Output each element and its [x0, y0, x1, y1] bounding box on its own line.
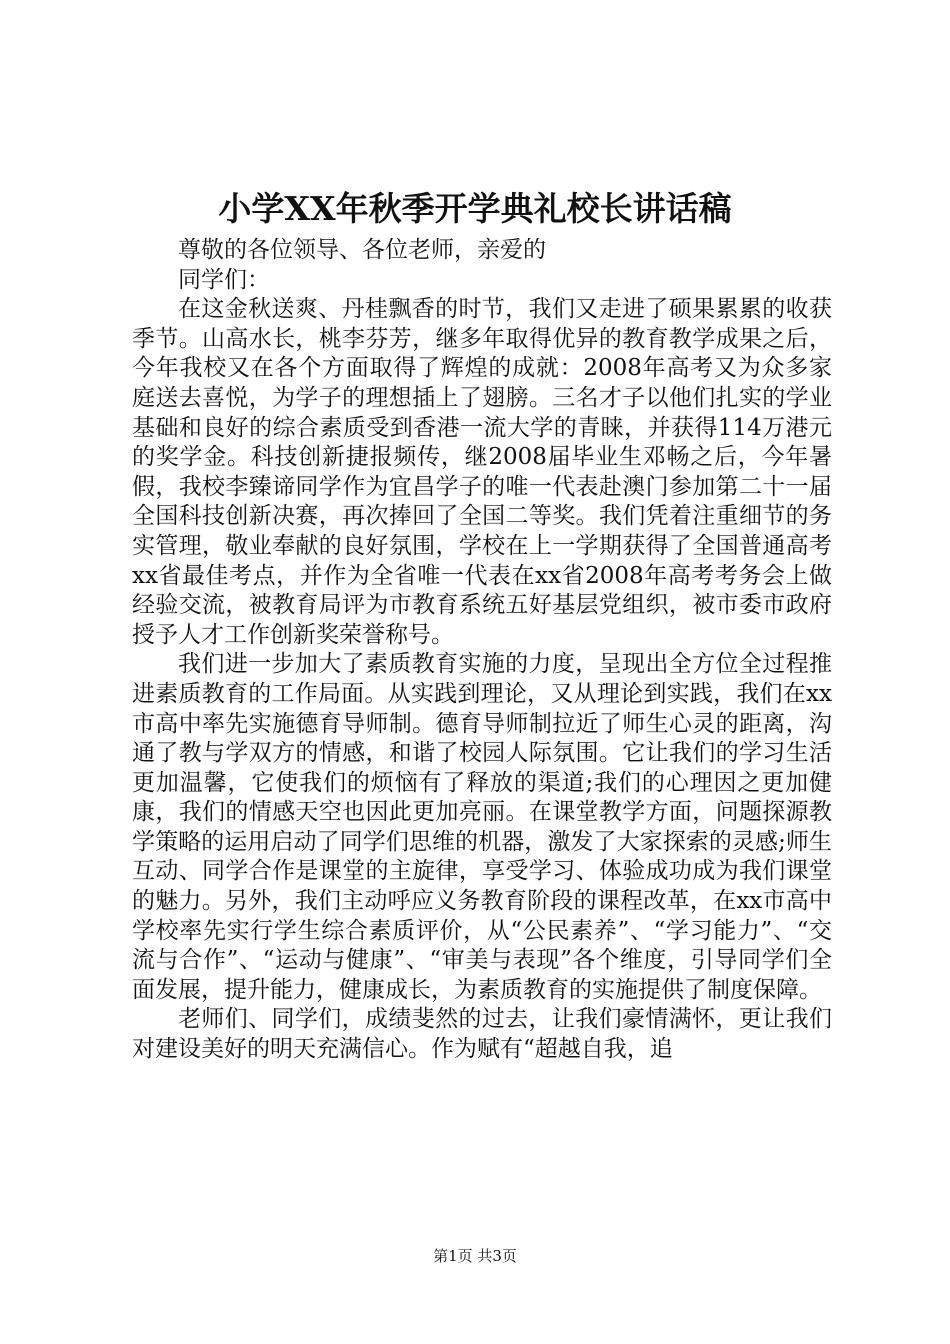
salutation-line-1: 尊敬的各位领导、各位老师，亲爱的 [178, 237, 546, 263]
salutation-line-2: 同学们： [178, 266, 270, 293]
document-title: 小学XX年秋季开学典礼校长讲话稿 [218, 189, 732, 228]
page-footer: 第1页 共3页 [433, 1247, 517, 1265]
paragraph-3: 老师们、同学们，成绩斐然的过去，让我们豪情满怀，更让我们对建设美好的明天充满信心。作为赋有“超越自我，追 [132, 1006, 832, 1063]
paragraph-2: 我们进一步加大了素质教育实施的力度，呈现出全方位全过程推进素质教育的工作局面。从实践到理论，又从理论到实践，我们在xx市高中率先实施德育导师制。德育导师制拉近了师生心灵的距离，沟通了教与学双方的情感，和谐了校园人际氛围。它让我们的学习生活更加温馨，它使我们的烦恼有了释放的渠道;我们的心理因之更加健康，我们的情感天空也因此更加亮丽。在课堂教学方面，问题探源教学策略的运用启动了同学们思维的机器，激发了大家探索的灵感;师生互动、同学合作是课堂的主旋律，享受学习、体验成功成为我们课堂的魅力。另外，我们主动呼应义务教育阶段的课程改革，在xx市高中学校率先实行学生综合素质评价，从“公民素养”、“学习能力”、“交流与合作”、“运动与健康”、“审美与表现”各个维度，引导同学们全面发展，提升能力，健康成长，为素质教育的实施提供了制度保障。 [132, 651, 832, 1003]
document-body [132, 236, 832, 1065]
paragraph-1: 在这金秋送爽、丹桂飘香的时节，我们又走进了硕果累累的收获季节。山高水长，桃李芬芳，继多年取得优异的教育教学成果之后，今年我校又在各个方面取得了辉煌的成就：2008年高考又为众多家庭送去喜悦，为学子的理想插上了翅膀。三名才子以他们扎实的学业基础和良好的综合素质受到香港一流大学的青睐，并获得114万港元的奖学金。科技创新捷报频传，继2008届毕业生邓畅之后，今年暑假，我校李臻谛同学作为宜昌学子的唯一代表赴澳门参加第二十一届全国科技创新决赛，再次捧回了全国二等奖。我们凭着注重细节的务实管理，敬业奉献的良好氛围，学校在上一学期获得了全国普通高考xx省最佳考点，并作为全省唯一代表在xx省2008年高考考务会上做经验交流，被教育局评为市教育系统五好基层党组织，被市委市政府授予人才工作创新奖荣誉称号。 [132, 296, 832, 648]
